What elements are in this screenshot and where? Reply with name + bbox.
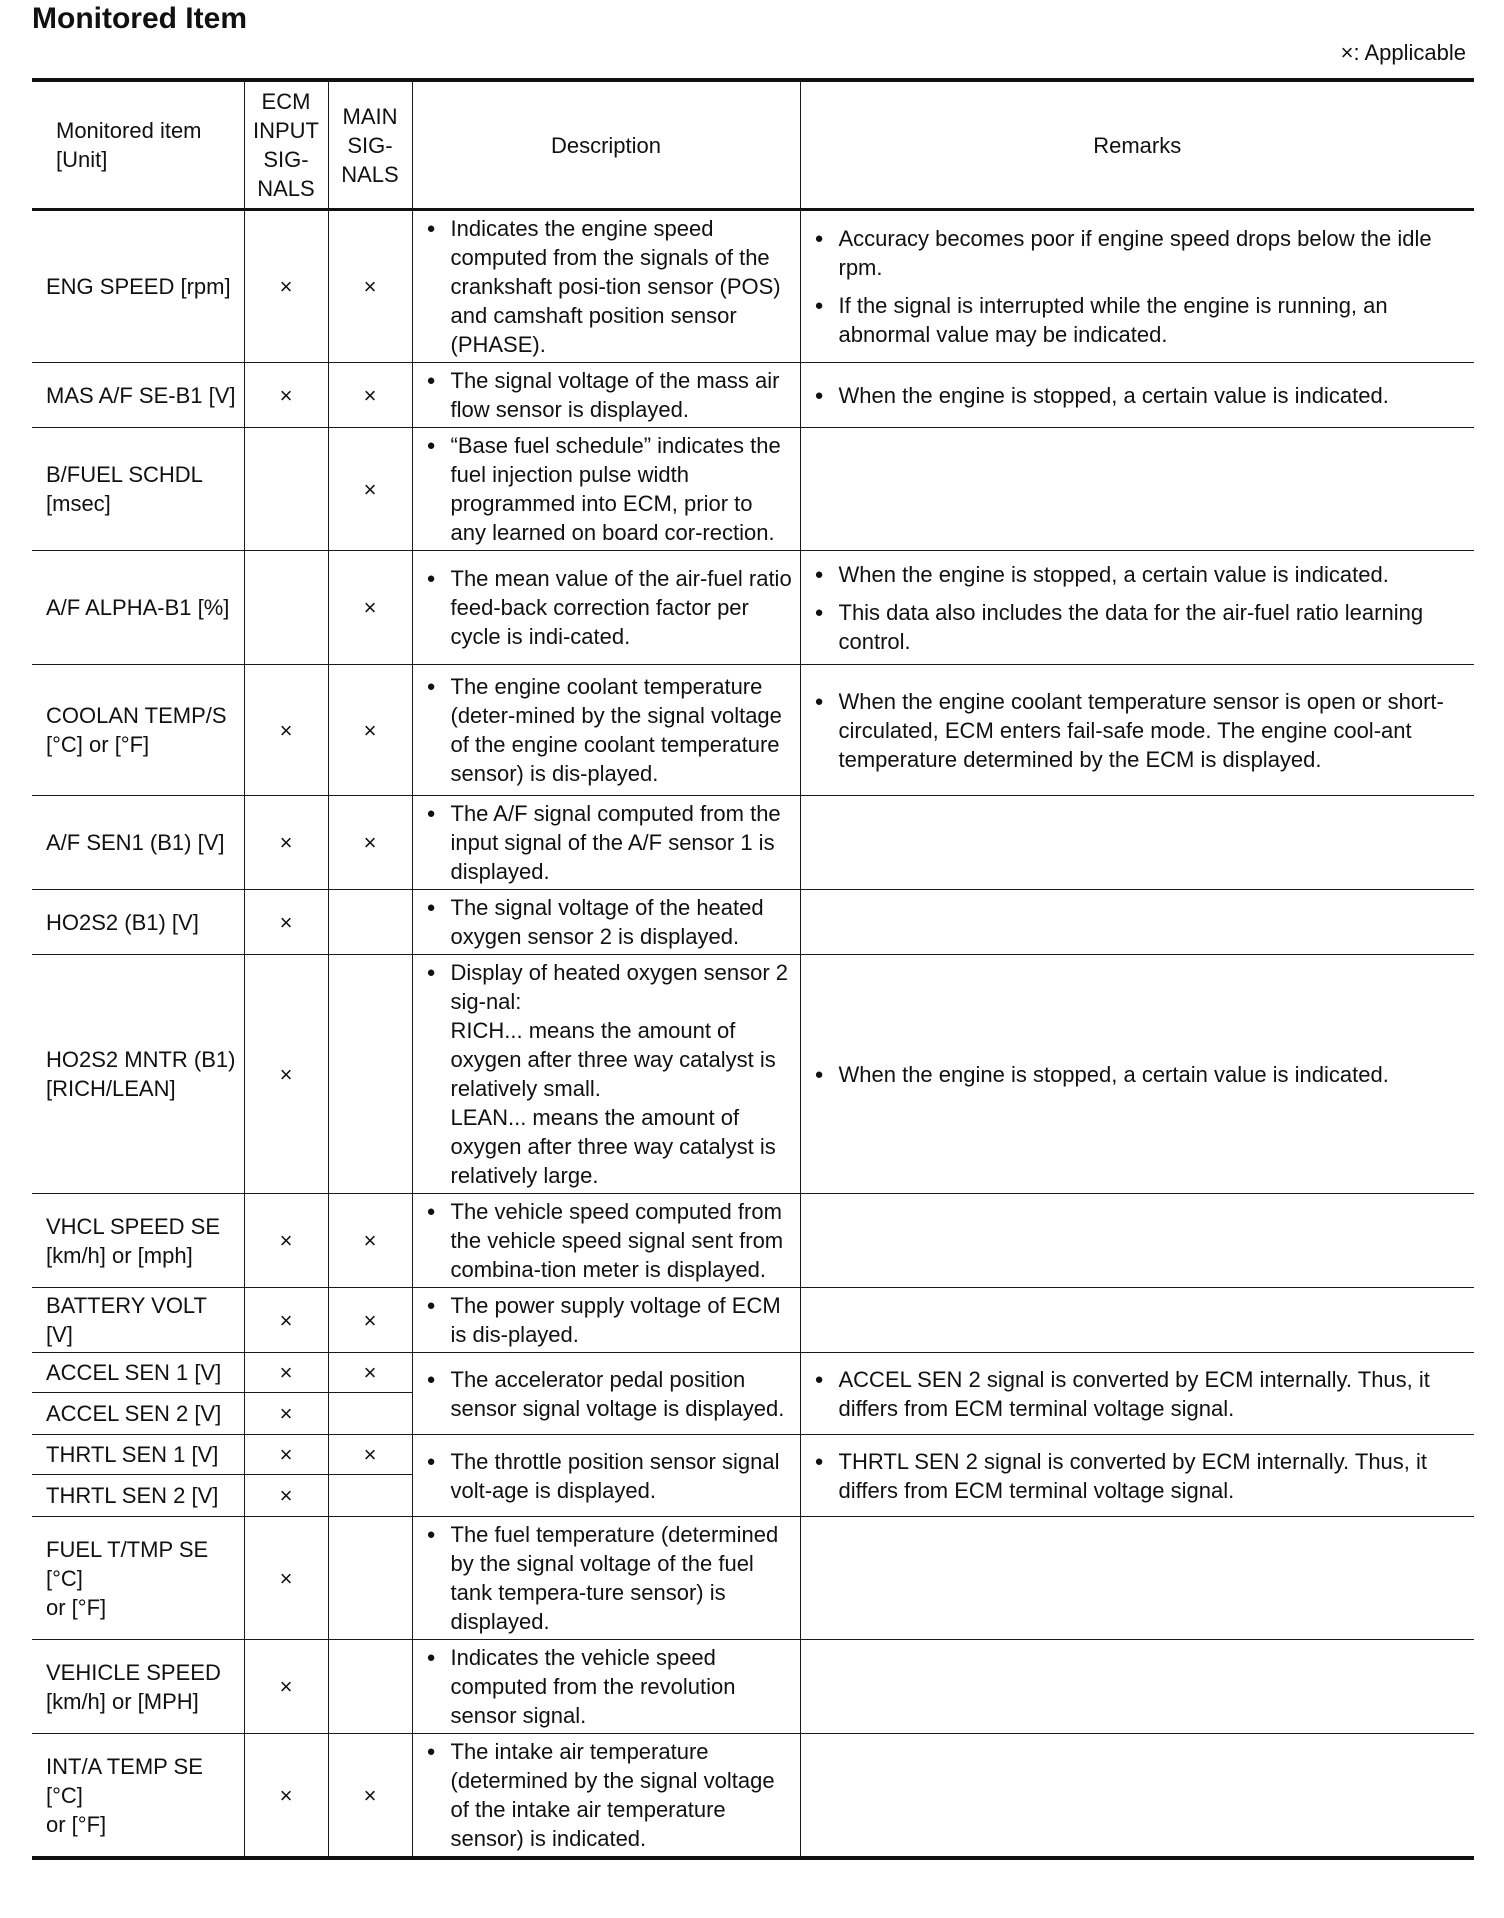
header-description: Description [412, 80, 800, 210]
main-signal-mark: × [328, 1194, 412, 1288]
description-bullet: ● “Base fuel schedule” indicates the fuel injection pulse width programmed into ECM, prior to any learned on board cor-rection. [427, 431, 794, 547]
description-bullet: ● The engine coolant temperature (deter-mined by the signal voltage of the engine coolant temperature sensor) is dis-played. [427, 672, 794, 788]
remarks-cell [800, 1288, 1474, 1353]
header-main-line: NALS [341, 161, 399, 187]
description-cell [412, 890, 800, 955]
description-cell [412, 1435, 800, 1517]
item-line: [msec] [46, 491, 111, 516]
description-cell [412, 210, 800, 363]
main-signal-mark: × [328, 428, 412, 551]
description-cell [412, 428, 800, 551]
monitored-item-cell: ACCEL SEN 1 [V] [32, 1353, 244, 1393]
ecm-input-mark: × [244, 1288, 328, 1353]
monitored-item-cell [32, 551, 244, 665]
main-signal-mark: × [328, 363, 412, 428]
ecm-input-mark: × [244, 1393, 328, 1435]
description-bullet: ● Indicates the vehicle speed computed from the revolution sensor signal. [427, 1643, 794, 1730]
header-ecm-input-signals [244, 80, 328, 210]
item-line: HO2S2 (B1) [V] [46, 909, 199, 935]
remark-bullet: ● THRTL SEN 2 signal is converted by ECM internally. Thus, it differs from ECM terminal voltage signal. [815, 1447, 1469, 1505]
ecm-input-mark: × [244, 210, 328, 363]
ecm-input-mark: × [244, 1194, 328, 1288]
monitored-item-cell [32, 363, 244, 428]
monitored-item-cell [32, 890, 244, 955]
item-line: or [°F] [46, 1594, 107, 1620]
table-row [32, 955, 1474, 1194]
monitored-item-cell [32, 796, 244, 890]
main-signal-mark: × [328, 1734, 412, 1859]
table-row [32, 551, 1474, 665]
main-signal-mark [328, 1475, 412, 1517]
monitored-item-cell [32, 665, 244, 796]
main-signal-mark: × [328, 1353, 412, 1393]
ecm-input-mark: × [244, 1435, 328, 1475]
monitored-item-cell: THRTL SEN 2 [V] [32, 1475, 244, 1517]
description-line: LEAN... means the amount of oxygen after three way catalyst is relatively large. [450, 1105, 776, 1188]
description-bullet: ● The signal voltage of the mass air flow sensor is displayed. [427, 366, 794, 424]
description-bullet: ● The intake air temperature (determined by the signal voltage of the intake air temperature sensor) is indicated. [427, 1737, 794, 1853]
description-cell [412, 796, 800, 890]
ecm-input-mark: × [244, 363, 328, 428]
remarks-cell [800, 1435, 1474, 1517]
remark-bullet: ● ACCEL SEN 2 signal is converted by ECM internally. Thus, it differs from ECM terminal voltage signal. [815, 1365, 1469, 1423]
description-bullet: ● The vehicle speed computed from the vehicle speed signal sent from combina-tion meter is displayed. [427, 1197, 794, 1284]
main-signal-mark: × [328, 210, 412, 363]
item-line: HO2S2 MNTR (B1) [46, 1047, 236, 1072]
item-line: or [°F] [46, 1811, 107, 1837]
remarks-cell [800, 890, 1474, 955]
description-bullet: ● The fuel temperature (determined by the signal voltage of the fuel tank tempera-ture sensor) is displayed. [427, 1520, 794, 1636]
table-row [32, 1734, 1474, 1859]
monitored-item-cell [32, 428, 244, 551]
main-signal-mark: × [328, 551, 412, 665]
remarks-cell [800, 665, 1474, 796]
item-line: COOLAN TEMP/S [46, 703, 227, 728]
monitored-item-table [32, 78, 1474, 1860]
description-cell [412, 665, 800, 796]
item-line: BATTERY VOLT [V] [46, 1293, 207, 1347]
applicable-legend: ×: Applicable [1340, 40, 1466, 65]
remarks-cell [800, 1194, 1474, 1288]
main-signal-mark [328, 955, 412, 1194]
remarks-cell [800, 1353, 1474, 1435]
header-main-line: SIG- [347, 132, 393, 158]
page-title: Monitored Item [32, 2, 247, 35]
item-line: A/F ALPHA-B1 [%] [46, 595, 230, 620]
description-line: ● Display of heated oxygen sensor 2 sig-nal: [450, 960, 789, 1014]
main-signal-mark [328, 1517, 412, 1640]
header-ecm-line: NALS [257, 176, 315, 201]
monitored-item-cell [32, 1734, 244, 1859]
table-row [32, 363, 1474, 428]
remarks-cell [800, 1640, 1474, 1734]
remark-bullet: ● When the engine is stopped, a certain value is indicated. [815, 560, 1469, 589]
ecm-input-mark: × [244, 1353, 328, 1393]
monitored-item-cell [32, 1194, 244, 1288]
item-line: [km/h] or [MPH] [46, 1688, 199, 1714]
table-row [32, 1353, 1474, 1393]
description-cell [412, 1288, 800, 1353]
ecm-input-mark [244, 428, 328, 551]
main-signal-mark: × [328, 1435, 412, 1475]
monitored-item-cell: THRTL SEN 1 [V] [32, 1435, 244, 1475]
ecm-input-mark: × [244, 796, 328, 890]
main-signal-mark: × [328, 796, 412, 890]
description-cell [412, 1640, 800, 1734]
main-signal-mark [328, 1640, 412, 1734]
table-row [32, 1435, 1474, 1475]
description-cell [412, 363, 800, 428]
remarks-cell [800, 363, 1474, 428]
description-bullet: ● The accelerator pedal position sensor signal voltage is displayed. [427, 1365, 794, 1423]
item-line: B/FUEL SCHDL [46, 462, 203, 487]
header-main-line: MAIN [342, 103, 398, 129]
item-line: A/F SEN1 (B1) [V] [46, 830, 225, 855]
monitored-item-cell [32, 1288, 244, 1353]
header-ecm-line: INPUT [253, 118, 319, 143]
ecm-input-mark: × [244, 665, 328, 796]
item-line: [°C] or [°F] [46, 732, 150, 757]
main-signal-mark [328, 890, 412, 955]
remark-bullet: ● When the engine coolant temperature sensor is open or short-circulated, ECM enters fail-safe mode. The engine cool-ant temperature determined by the ECM is displayed. [815, 687, 1469, 774]
header-remarks: Remarks [800, 80, 1474, 210]
description-bullet [427, 958, 794, 1190]
header-main-signals [328, 80, 412, 210]
description-cell [412, 1353, 800, 1435]
remarks-cell [800, 551, 1474, 665]
header-ecm-line: ECM [261, 89, 311, 114]
header-monitored-item: Monitored item [Unit] [32, 80, 244, 210]
table-row [32, 210, 1474, 363]
remark-bullet: ● When the engine is stopped, a certain value is indicated. [815, 1060, 1469, 1089]
table-row [32, 1640, 1474, 1734]
remarks-cell [800, 796, 1474, 890]
description-cell [412, 1734, 800, 1859]
description-line: RICH... means the amount of oxygen after three way catalyst is relatively small. [450, 1018, 776, 1101]
description-bullet: ● The power supply voltage of ECM is dis-played. [427, 1291, 794, 1349]
remarks-cell [800, 210, 1474, 363]
table-row [32, 796, 1474, 890]
monitored-item-cell [32, 210, 244, 363]
remarks-cell [800, 955, 1474, 1194]
monitored-item-cell [32, 1517, 244, 1640]
description-bullet: ● Indicates the engine speed computed from the signals of the crankshaft posi-tion sensor (POS) and camshaft position sensor (PHASE). [427, 214, 794, 359]
item-line: ENG SPEED [rpm] [46, 274, 231, 299]
table-row [32, 428, 1474, 551]
ecm-input-mark: × [244, 1640, 328, 1734]
item-line: MAS A/F SE-B1 [V] [46, 382, 236, 408]
description-cell [412, 551, 800, 665]
ecm-input-mark: × [244, 1517, 328, 1640]
main-signal-mark: × [328, 1288, 412, 1353]
monitored-item-cell [32, 955, 244, 1194]
ecm-input-mark: × [244, 890, 328, 955]
remark-bullet: ● Accuracy becomes poor if engine speed drops below the idle rpm. [815, 224, 1469, 282]
header-ecm-line: SIG- [263, 147, 309, 172]
remarks-cell [800, 1517, 1474, 1640]
monitored-item-cell: ACCEL SEN 2 [V] [32, 1393, 244, 1435]
remark-bullet: ● This data also includes the data for the air-fuel ratio learning control. [815, 598, 1469, 656]
description-cell [412, 1517, 800, 1640]
item-line: [RICH/LEAN] [46, 1076, 176, 1101]
table-row [32, 665, 1474, 796]
table-row [32, 1517, 1474, 1640]
item-line: VEHICLE SPEED [46, 1659, 221, 1685]
item-line: INT/A TEMP SE [°C] [46, 1753, 203, 1808]
remark-bullet: ● When the engine is stopped, a certain value is indicated. [815, 381, 1469, 410]
main-signal-mark: × [328, 665, 412, 796]
ecm-input-mark: × [244, 1475, 328, 1517]
description-bullet: ● The mean value of the air-fuel ratio feed-back correction factor per cycle is indi-cated. [427, 564, 794, 651]
ecm-input-mark: × [244, 1734, 328, 1859]
remarks-cell [800, 1734, 1474, 1859]
ecm-input-mark [244, 551, 328, 665]
remarks-cell [800, 428, 1474, 551]
monitored-item-cell [32, 1640, 244, 1734]
description-cell [412, 1194, 800, 1288]
description-bullet: ● The throttle position sensor signal volt-age is displayed. [427, 1447, 794, 1505]
main-signal-mark [328, 1393, 412, 1435]
item-line: FUEL T/TMP SE [°C] [46, 1536, 209, 1591]
ecm-input-mark: × [244, 955, 328, 1194]
table-header-row [32, 80, 1474, 210]
item-line: [km/h] or [mph] [46, 1242, 193, 1268]
description-bullet: ● The A/F signal computed from the input signal of the A/F sensor 1 is displayed. [427, 799, 794, 886]
table-row [32, 1194, 1474, 1288]
item-line: VHCL SPEED SE [46, 1213, 221, 1239]
table-row [32, 1288, 1474, 1353]
table-row [32, 890, 1474, 955]
description-bullet: ● The signal voltage of the heated oxygen sensor 2 is displayed. [427, 893, 794, 951]
remark-bullet: ● If the signal is interrupted while the engine is running, an abnormal value may be indicated. [815, 291, 1469, 349]
description-cell [412, 955, 800, 1194]
